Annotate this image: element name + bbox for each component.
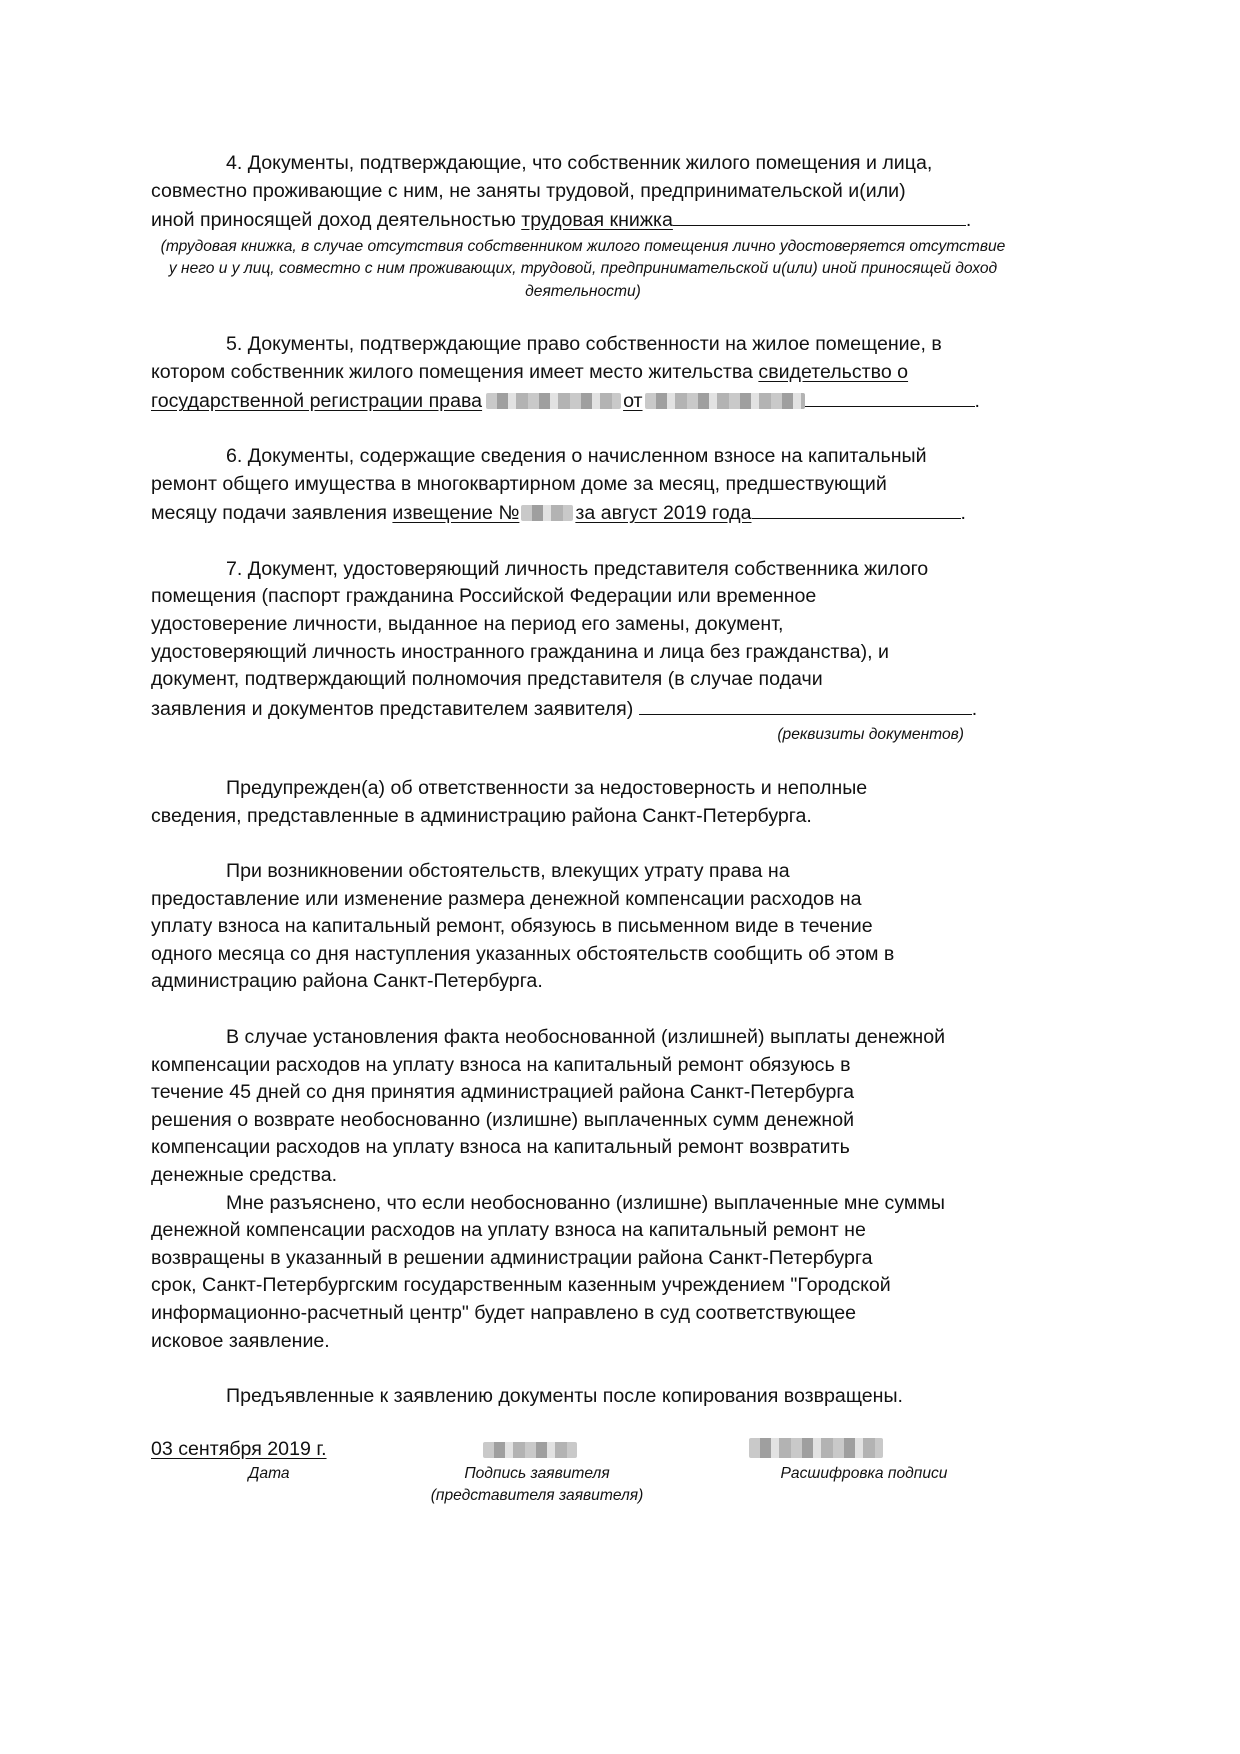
warning-line: администрацию района Санкт-Петербурга. bbox=[151, 970, 543, 993]
item-4-line: совместно проживающие с ним, не заняты трудовой, предпринимательской и(или) bbox=[151, 179, 906, 202]
warning-line: одного месяца со дня наступления указанных обстоятельств сообщить об этом в bbox=[151, 942, 895, 965]
item-4-line: иной приносящей доход деятельностью bbox=[151, 209, 522, 232]
warning-line: Мне разъяснено, что если необоснованно (излишне) выплаченные мне суммы bbox=[226, 1191, 945, 1214]
warning-circumstances bbox=[151, 858, 1011, 996]
item-7: 7. Документ, удостоверяющий личность представителя собственника жилого помещения (паспорт гражданина Российской Федерации или временное удостоверение личности, выданное на период его замены, документ, удостоверяющий личность иностранного гражданина и лица без гражданства), и документ, подтверждающий полномочия представителя (в случае подачи заявления и документов представителем заявителя) . (реквизиты документов) bbox=[151, 556, 1011, 747]
warning-line: денежной компенсации расходов на уплату взноса на капитальный ремонт не bbox=[151, 1219, 866, 1242]
item-6-fill-line bbox=[752, 498, 961, 519]
warning-line: исковое заявление. bbox=[151, 1329, 330, 1352]
item-6: 6. Документы, содержащие сведения о начисленном взносе на капитальный ремонт общего имущества в многоквартирном доме за месяц, предшествующий месяцу подачи заявления извещение № за август 2019 года . bbox=[151, 443, 1011, 528]
item-6-line: ремонт общего имущества в многоквартирном доме за месяц, предшествующий bbox=[151, 472, 887, 495]
warning-line: компенсации расходов на уплату взноса на капитальный ремонт обязуюсь в bbox=[151, 1053, 851, 1076]
warning-line: уплату взноса на капитальный ремонт, обязуюсь в письменном виде в течение bbox=[151, 915, 873, 938]
signature-caption-line: Подпись заявителя bbox=[464, 1464, 610, 1482]
decoding-caption: Расшифровка подписи bbox=[780, 1464, 948, 1482]
redacted-notice-number bbox=[521, 505, 573, 521]
redacted-signature bbox=[483, 1442, 577, 1458]
redacted-name bbox=[749, 1438, 883, 1458]
warning-returned bbox=[151, 1383, 1011, 1411]
warning-responsibility bbox=[151, 775, 1011, 830]
item-5-from-word: от bbox=[623, 390, 643, 413]
item-4-value: трудовая книжка bbox=[521, 209, 673, 232]
item-6-value: за август 2019 года bbox=[575, 502, 752, 525]
date-value: 03 сентября 2019 г. bbox=[151, 1437, 327, 1460]
item-5-fill-line bbox=[805, 386, 975, 407]
item-4-fill-line bbox=[673, 205, 966, 226]
item-7-line: 7. Документ, удостоверяющий личность представителя собственника жилого bbox=[226, 557, 929, 580]
warning-line: Предъявленные к заявлению документы после копирования возвращены. bbox=[226, 1385, 903, 1408]
warning-line: предоставление или изменение размера денежной компенсации расходов на bbox=[151, 887, 862, 910]
item-4-note: (трудовая книжка, в случае отсутствия собственником жилого помещения лично удостоверяется отсутствие у него и у лиц, совместно с ним проживающих, трудовой, предпринимательской и(или) иной приносящей доход деятельности) bbox=[160, 237, 1006, 300]
item-7-line: удостоверение личности, выданное на период его замены, документ, bbox=[151, 613, 784, 636]
item-5-line: 5. Документы, подтверждающие право собственности на жилое помещение, в bbox=[226, 333, 942, 356]
item-5-line: котором собственник жилого помещения имеет место жительства bbox=[151, 360, 759, 383]
item-5: 5. Документы, подтверждающие право собственности на жилое помещение, в котором собственник жилого помещения имеет место жительства свидетельство о государственной регистрации права от . bbox=[151, 333, 980, 413]
redacted-registration-number bbox=[486, 393, 621, 409]
item-5-value: государственной регистрации права bbox=[151, 390, 483, 413]
item-7-line: удостоверяющий личность иностранного гражданина и лица без гражданства), и bbox=[151, 640, 889, 663]
item-7-note: (реквизиты документов) bbox=[777, 726, 964, 744]
document-page bbox=[151, 150, 1011, 1526]
item-7-line: помещения (паспорт гражданина Российской Федерации или временное bbox=[151, 585, 817, 608]
signature-block bbox=[151, 1436, 1011, 1526]
warning-line: денежные средства. bbox=[151, 1164, 338, 1187]
item-6-value: извещение № bbox=[392, 502, 520, 525]
warning-line: возвращены в указанный в решении администрации района Санкт-Петербурга bbox=[151, 1246, 873, 1269]
item-7-line: заявления и документов представителем заявителя) bbox=[151, 697, 639, 720]
redacted-registration-date bbox=[645, 393, 805, 409]
warning-explained bbox=[151, 1190, 1011, 1356]
signature-caption-line: (представителя заявителя) bbox=[430, 1487, 644, 1505]
warning-line: срок, Санкт-Петербургским государственным казенным учреждением "Городской bbox=[151, 1274, 891, 1297]
warning-line: решения о возврате необоснованно (излишне) выплаченных сумм денежной bbox=[151, 1108, 855, 1131]
item-6-line: месяцу подачи заявления bbox=[151, 502, 393, 525]
item-6-line: 6. Документы, содержащие сведения о начисленном взносе на капитальный bbox=[226, 445, 927, 468]
signature-caption bbox=[397, 1463, 677, 1508]
item-7-fill-line bbox=[639, 694, 972, 715]
warning-line: компенсации расходов на уплату взноса на капитальный ремонт возвратить bbox=[151, 1136, 850, 1159]
warning-line: информационно-расчетный центр" будет направлено в суд соответствующее bbox=[151, 1302, 857, 1324]
warning-line: течение 45 дней со дня принятия администрацией района Санкт-Петербурга bbox=[151, 1081, 854, 1104]
warning-line: Предупрежден(а) об ответственности за недостоверность и неполные bbox=[226, 776, 868, 799]
warning-overpayment bbox=[151, 1024, 1011, 1190]
item-5-value: свидетельство о bbox=[758, 360, 909, 383]
warning-line: В случае установления факта необоснованной (излишней) выплаты денежной bbox=[226, 1026, 946, 1049]
item-7-line: документ, подтверждающий полномочия представителя (в случае подачи bbox=[151, 668, 823, 691]
warning-line: При возникновении обстоятельств, влекущих утрату права на bbox=[226, 860, 790, 883]
warning-line: сведения, представленные в администрацию района Санкт-Петербурга. bbox=[151, 804, 812, 827]
date-caption: Дата bbox=[248, 1464, 290, 1482]
item-4-line: 4. Документы, подтверждающие, что собственник жилого помещения и лица, bbox=[226, 152, 933, 174]
item-4: 4. Документы, подтверждающие, что собственник жилого помещения и лица, совместно проживающие с ним, не заняты трудовой, предпринимательской и(или) иной приносящей доход деятельностью трудовая книжка . (трудовая книжка, в случае отсутствия собственником жилого помещения лично удостоверяется отсутствие у него и у лиц, совместно с ним проживающих, трудовой, предпринимательской и(или) иной приносящей доход деятельности) bbox=[151, 150, 1011, 303]
